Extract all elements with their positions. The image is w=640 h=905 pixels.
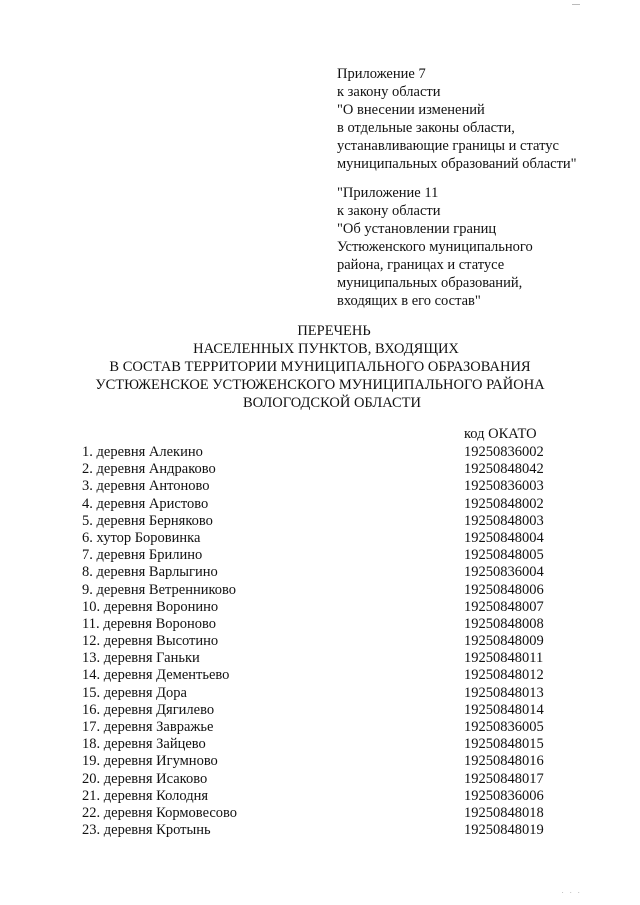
settlement-name: 11. деревня Вороново: [82, 615, 217, 632]
heading-line: НАСЕЛЕННЫХ ПУНКТОВ, ВХОДЯЩИХ: [193, 341, 459, 357]
okato-code: 19250836004: [464, 564, 544, 581]
list-item: [82, 444, 562, 461]
okato-code: 19250848017: [464, 770, 544, 787]
okato-code: 19250848006: [464, 581, 544, 598]
list-item: [82, 667, 562, 684]
list-item: [82, 547, 562, 564]
settlement-name: 21. деревня Колодня: [82, 787, 209, 804]
okato-code: 19250848003: [464, 512, 544, 529]
okato-code: 19250848005: [464, 547, 544, 564]
annex-7-line: "О внесении изменений: [337, 102, 485, 118]
annex-7-line: устанавливающие границы и статус: [337, 138, 559, 154]
list-item: [82, 461, 562, 478]
heading-title: ПЕРЕЧЕНЬ: [297, 323, 371, 339]
heading-line: ВОЛОГОДСКОЙ ОБЛАСТИ: [243, 395, 421, 411]
document-heading: [0, 322, 640, 412]
okato-code: 19250848004: [464, 529, 544, 546]
annex-11-line: района, границах и статусе: [337, 257, 505, 273]
settlement-name: 17. деревня Завражье: [82, 719, 214, 735]
settlement-name: 22. деревня Кормовесово: [82, 804, 238, 821]
settlement-name: 6. хутор Боровинка: [82, 529, 201, 546]
settlement-name: 20. деревня Исаково: [82, 770, 208, 787]
settlement-name: 13. деревня Ганьки: [82, 650, 200, 667]
settlement-name: 16. деревня Дягилево: [82, 701, 215, 718]
settlement-list: [82, 444, 562, 839]
annex-7-line: муниципальных образований области": [337, 156, 577, 172]
list-item: [82, 599, 562, 616]
annex-7-block: [337, 65, 577, 173]
list-item: [82, 753, 562, 770]
list-item: [82, 771, 562, 788]
list-item: [82, 805, 562, 822]
settlement-name: 5. деревня Берняково: [82, 512, 213, 529]
okato-code: 19250848016: [464, 753, 544, 770]
list-item: [82, 736, 562, 753]
annex-11-block: [337, 184, 533, 310]
heading-line: УСТЮЖЕНСКОЕ УСТЮЖЕНСКОГО МУНИЦИПАЛЬНОГО РАЙОНА: [95, 377, 545, 393]
scan-footer-mark: · · ·: [561, 889, 582, 897]
settlement-name: 18. деревня Зайцево: [82, 736, 206, 753]
list-item: [82, 582, 562, 599]
settlement-name: 9. деревня Ветренниково: [82, 581, 237, 598]
annex-11-line: Устюженского муниципального: [337, 239, 533, 255]
list-item: [82, 788, 562, 805]
settlement-name: 12. деревня Высотино: [82, 633, 219, 650]
okato-code: 19250848014: [464, 701, 544, 718]
list-item: [82, 633, 562, 650]
list-item: [82, 513, 562, 530]
list-item: [82, 496, 562, 513]
settlement-name: 8. деревня Варлыгино: [82, 564, 218, 581]
settlement-name: 19. деревня Игумново: [82, 753, 218, 770]
list-item: [82, 650, 562, 667]
okato-code: 19250848009: [464, 633, 544, 650]
okato-code: 19250836006: [464, 787, 544, 804]
settlement-name: 15. деревня Дора: [82, 684, 187, 701]
okato-column-header: код ОКАТО: [464, 426, 537, 442]
list-item: [82, 564, 562, 581]
okato-code: 19250848013: [464, 684, 544, 701]
list-item: [82, 530, 562, 547]
okato-code: 19250848015: [464, 736, 544, 753]
okato-code: 19250848042: [464, 461, 544, 478]
annex-11-line: муниципальных образований,: [337, 275, 523, 291]
scan-corner-mark: [572, 0, 580, 5]
annex-11-line: к закону области: [337, 203, 441, 219]
okato-code: 19250848019: [464, 822, 544, 839]
list-item: [82, 478, 562, 495]
annex-7-line: к закону области: [337, 84, 441, 100]
okato-code: 19250848012: [464, 667, 544, 684]
annex-11-line: "Об установлении границ: [337, 221, 497, 237]
okato-code: 19250848007: [464, 598, 544, 615]
list-item: [82, 719, 562, 736]
okato-code: 19250836005: [464, 719, 544, 735]
settlement-name: 7. деревня Брилино: [82, 547, 203, 564]
settlement-name: 23. деревня Кротынь: [82, 822, 211, 839]
okato-code: 19250848018: [464, 804, 544, 821]
annex-11-line: "Приложение 11: [337, 185, 439, 201]
okato-code: 19250836003: [464, 478, 544, 495]
okato-code: 19250848008: [464, 615, 544, 632]
okato-code: 19250848011: [464, 650, 544, 667]
settlement-name: 4. деревня Аристово: [82, 495, 209, 512]
okato-code: 19250848002: [464, 495, 544, 512]
list-item: [82, 616, 562, 633]
annex-7-line: Приложение 7: [337, 66, 426, 82]
list-item: [82, 685, 562, 702]
settlement-name: 1. деревня Алекино: [82, 444, 203, 460]
list-item: [82, 702, 562, 719]
heading-line: В СОСТАВ ТЕРРИТОРИИ МУНИЦИПАЛЬНОГО ОБРАЗОВАНИЯ: [109, 359, 531, 375]
settlement-name: 3. деревня Антоново: [82, 478, 210, 495]
okato-code: 19250836002: [464, 444, 544, 460]
list-item: [82, 822, 562, 839]
annex-11-line: входящих в его состав": [337, 293, 481, 309]
settlement-name: 10. деревня Воронино: [82, 598, 219, 615]
settlement-name: 14. деревня Дементьево: [82, 667, 230, 684]
annex-7-line: в отдельные законы области,: [337, 120, 515, 136]
settlement-name: 2. деревня Андраково: [82, 461, 216, 478]
